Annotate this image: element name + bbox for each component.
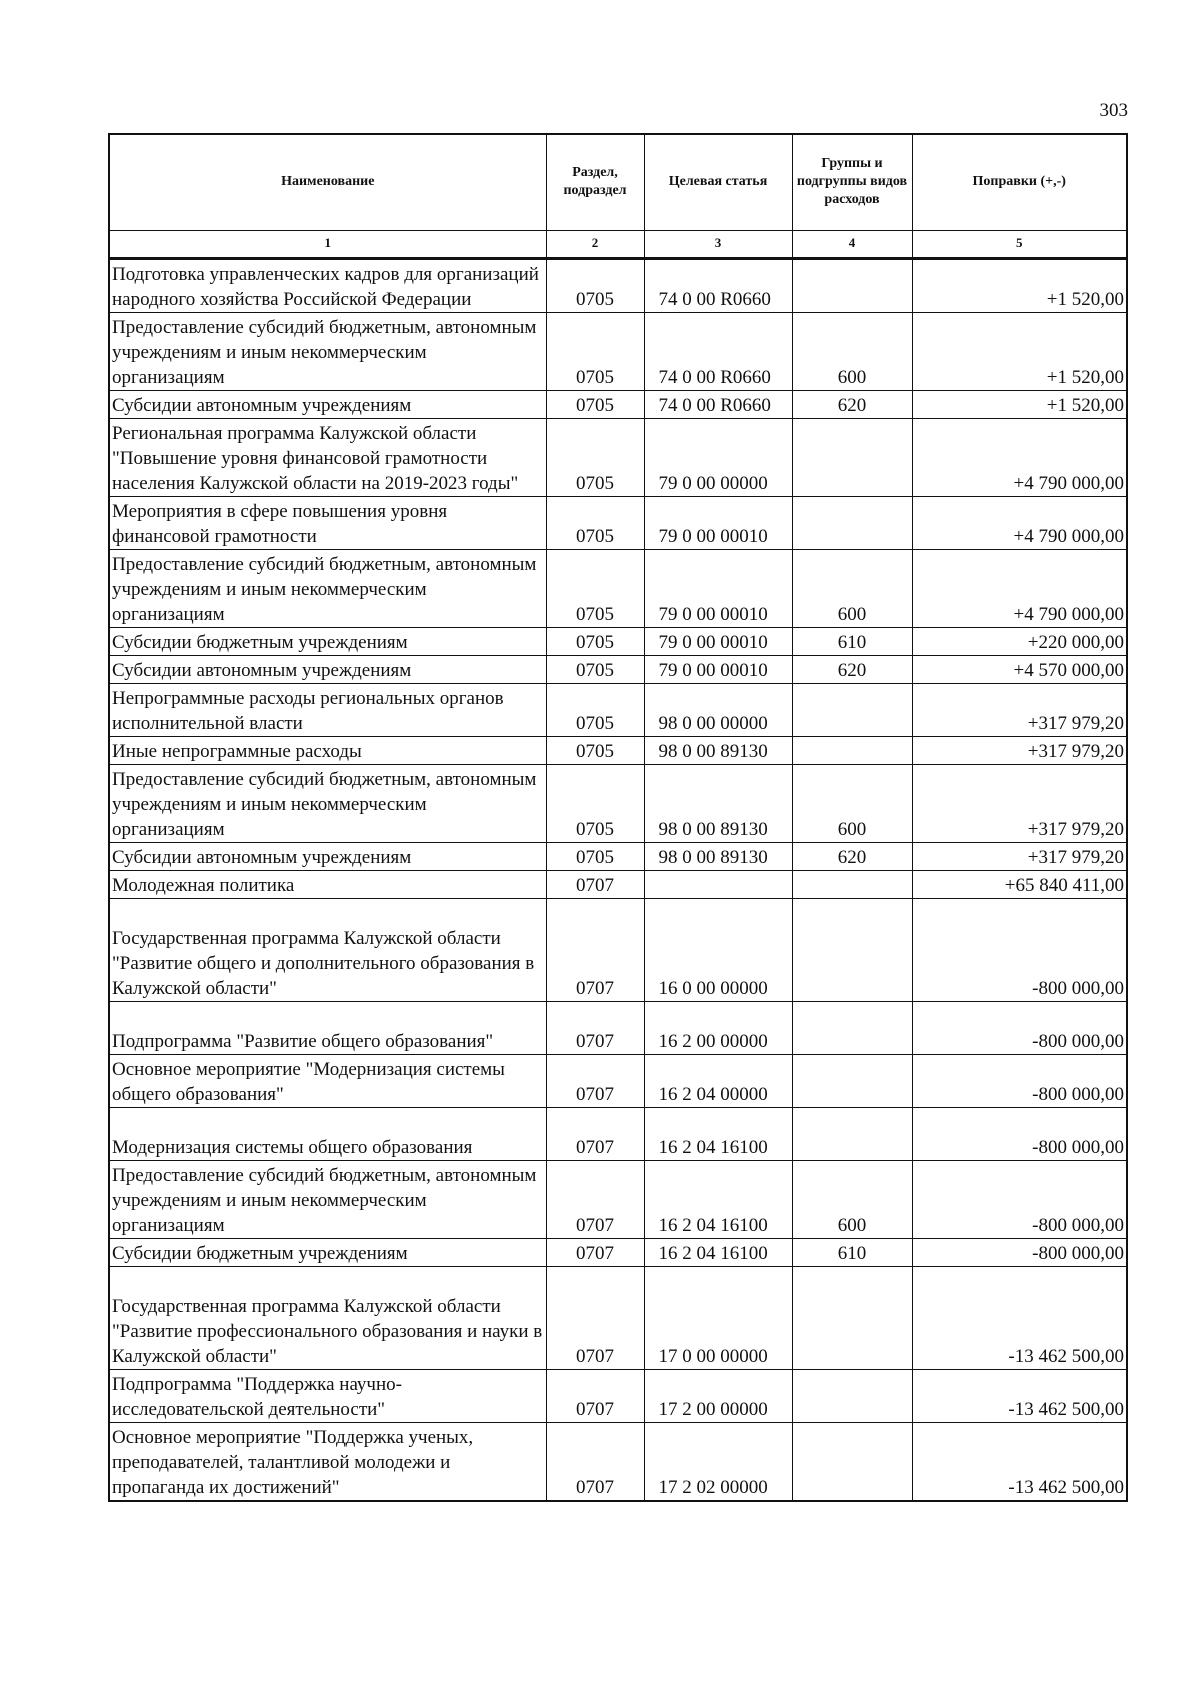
row-name: Субсидии бюджетным учреждениям (109, 1238, 546, 1266)
row-name: Молодежная политика (109, 870, 546, 898)
table-row (109, 1054, 1127, 1107)
row-target-article: 74 0 00 R0660 (644, 312, 792, 390)
row-section: 0705 (546, 312, 644, 390)
row-name: Непрограммные расходы региональных органов исполнительной власти (109, 683, 546, 736)
table-row (109, 764, 1127, 842)
row-target-article: 79 0 00 00010 (644, 549, 792, 627)
row-amendment: +4 790 000,00 (912, 418, 1127, 496)
row-section: 0705 (546, 549, 644, 627)
table-row (109, 1369, 1127, 1422)
row-amendment: +1 520,00 (912, 258, 1127, 312)
row-target-article: 79 0 00 00010 (644, 655, 792, 683)
row-amendment: -13 462 500,00 (912, 1369, 1127, 1422)
row-section: 0705 (546, 390, 644, 418)
table-row (109, 655, 1127, 683)
row-expense-group (792, 1001, 912, 1054)
row-section: 0705 (546, 496, 644, 549)
row-name: Региональная программа Калужской области "Повышение уровня финансовой грамотности населения Калужской области на 2019-2023 годы" (109, 418, 546, 496)
row-amendment: -13 462 500,00 (912, 1422, 1127, 1501)
row-section: 0707 (546, 1001, 644, 1054)
table-row (109, 842, 1127, 870)
row-section: 0707 (546, 1266, 644, 1369)
row-target-article: 79 0 00 00010 (644, 627, 792, 655)
row-amendment: -13 462 500,00 (912, 1266, 1127, 1369)
row-name-text: Модернизация системы общего образования (112, 1136, 473, 1158)
row-section: 0705 (546, 764, 644, 842)
row-name: Предоставление субсидий бюджетным, автономным учреждениям и иным некоммерческим организациям (109, 549, 546, 627)
row-expense-group: 610 (792, 1238, 912, 1266)
header-number-row (109, 230, 1127, 258)
row-target-article: 79 0 00 00010 (644, 496, 792, 549)
row-amendment: +317 979,20 (912, 842, 1127, 870)
row-name: Субсидии бюджетным учреждениям (109, 627, 546, 655)
row-name: Субсидии автономным учреждениям (109, 390, 546, 418)
row-expense-group (792, 870, 912, 898)
row-target-article: 16 2 00 00000 (644, 1001, 792, 1054)
row-target-article: 16 2 04 00000 (644, 1054, 792, 1107)
row-target-article: 74 0 00 R0660 (644, 390, 792, 418)
row-target-article: 16 2 04 16100 (644, 1238, 792, 1266)
table-row (109, 1001, 1127, 1054)
row-target-article: 16 0 00 00000 (644, 898, 792, 1001)
row-target-article: 98 0 00 89130 (644, 736, 792, 764)
row-target-article: 79 0 00 00000 (644, 418, 792, 496)
row-amendment: -800 000,00 (912, 1160, 1127, 1238)
row-expense-group: 600 (792, 1160, 912, 1238)
row-expense-group (792, 258, 912, 312)
row-expense-group (792, 1266, 912, 1369)
row-target-article: 17 2 00 00000 (644, 1369, 792, 1422)
table-row (109, 870, 1127, 898)
row-name: Иные непрограммные расходы (109, 736, 546, 764)
row-name (109, 1266, 546, 1369)
row-expense-group: 600 (792, 312, 912, 390)
header-num-2: 2 (546, 230, 644, 258)
row-target-article: 98 0 00 89130 (644, 764, 792, 842)
row-section: 0707 (546, 898, 644, 1001)
row-section: 0705 (546, 655, 644, 683)
row-name: Основное мероприятие "Модернизация системы общего образования" (109, 1054, 546, 1107)
row-name: Предоставление субсидий бюджетным, автономным учреждениям и иным некоммерческим организациям (109, 1160, 546, 1238)
row-name-text: Государственная программа Калужской области "Развитие профессионального образования и науки в Калужской области" (112, 1295, 543, 1367)
row-name: Субсидии автономным учреждениям (109, 842, 546, 870)
page-number: 303 (1099, 100, 1128, 121)
header-name: Наименование (109, 134, 546, 230)
row-name: Предоставление субсидий бюджетным, автономным учреждениям и иным некоммерческим организациям (109, 312, 546, 390)
row-expense-group (792, 736, 912, 764)
table-body (109, 258, 1127, 1501)
row-name: Предоставление субсидий бюджетным, автономным учреждениям и иным некоммерческим организациям (109, 764, 546, 842)
row-amendment: +220 000,00 (912, 627, 1127, 655)
header-num-1: 1 (109, 230, 546, 258)
row-expense-group: 600 (792, 549, 912, 627)
row-name: Мероприятия в сфере повышения уровня финансовой грамотности (109, 496, 546, 549)
row-name (109, 1001, 546, 1054)
row-section: 0707 (546, 1160, 644, 1238)
row-target-article: 16 2 04 16100 (644, 1107, 792, 1160)
table-row (109, 1422, 1127, 1501)
row-expense-group (792, 1054, 912, 1107)
row-section: 0707 (546, 1422, 644, 1501)
row-section: 0707 (546, 1238, 644, 1266)
row-amendment: -800 000,00 (912, 1238, 1127, 1266)
row-target-article: 74 0 00 R0660 (644, 258, 792, 312)
row-section: 0707 (546, 1369, 644, 1422)
row-target-article (644, 870, 792, 898)
row-section: 0707 (546, 870, 644, 898)
row-target-article: 17 2 02 00000 (644, 1422, 792, 1501)
table-row (109, 496, 1127, 549)
row-section: 0705 (546, 842, 644, 870)
header-amendments: Поправки (+,-) (912, 134, 1127, 230)
table-row (109, 258, 1127, 312)
table-row (109, 627, 1127, 655)
row-name (109, 898, 546, 1001)
row-amendment: +4 570 000,00 (912, 655, 1127, 683)
row-section: 0705 (546, 258, 644, 312)
row-section: 0707 (546, 1054, 644, 1107)
table-row (109, 312, 1127, 390)
row-name: Субсидии автономным учреждениям (109, 655, 546, 683)
row-amendment: -800 000,00 (912, 1054, 1127, 1107)
row-amendment: -800 000,00 (912, 1107, 1127, 1160)
row-section: 0705 (546, 627, 644, 655)
header-section: Раздел, подраздел (546, 134, 644, 230)
row-expense-group (792, 1107, 912, 1160)
table-row (109, 1107, 1127, 1160)
row-target-article: 16 2 04 16100 (644, 1160, 792, 1238)
row-section: 0705 (546, 683, 644, 736)
row-name: Подпрограмма "Поддержка научно-исследовательской деятельности" (109, 1369, 546, 1422)
row-expense-group: 620 (792, 655, 912, 683)
header-row (109, 134, 1127, 230)
row-expense-group (792, 898, 912, 1001)
row-section: 0707 (546, 1107, 644, 1160)
row-amendment: +65 840 411,00 (912, 870, 1127, 898)
row-expense-group (792, 683, 912, 736)
table-row (109, 736, 1127, 764)
row-target-article: 98 0 00 00000 (644, 683, 792, 736)
row-name: Подготовка управленческих кадров для организаций народного хозяйства Российской Федерации (109, 258, 546, 312)
row-amendment: -800 000,00 (912, 1001, 1127, 1054)
row-section: 0705 (546, 418, 644, 496)
budget-amendments-table (108, 133, 1128, 1502)
row-expense-group (792, 418, 912, 496)
row-name (109, 1107, 546, 1160)
row-expense-group: 620 (792, 842, 912, 870)
row-amendment: +4 790 000,00 (912, 496, 1127, 549)
table-row (109, 418, 1127, 496)
row-expense-group (792, 496, 912, 549)
row-section: 0705 (546, 736, 644, 764)
table-row (109, 683, 1127, 736)
row-expense-group: 600 (792, 764, 912, 842)
header-expense-group: Группы и подгруппы видов расходов (792, 134, 912, 230)
header-num-4: 4 (792, 230, 912, 258)
row-expense-group (792, 1369, 912, 1422)
table-row (109, 390, 1127, 418)
row-name-text: Подпрограмма "Развитие общего образования" (112, 1030, 494, 1052)
row-amendment: +1 520,00 (912, 312, 1127, 390)
table-row (109, 1266, 1127, 1369)
header-target-article: Целевая статья (644, 134, 792, 230)
row-target-article: 17 0 00 00000 (644, 1266, 792, 1369)
table-row (109, 549, 1127, 627)
row-amendment: +317 979,20 (912, 736, 1127, 764)
table-row (109, 898, 1127, 1001)
row-amendment: +4 790 000,00 (912, 549, 1127, 627)
header-num-3: 3 (644, 230, 792, 258)
row-amendment: +317 979,20 (912, 683, 1127, 736)
table-row (109, 1160, 1127, 1238)
row-name-text: Государственная программа Калужской области "Развитие общего и дополнительного образования в Калужской области" (112, 927, 535, 999)
row-target-article: 98 0 00 89130 (644, 842, 792, 870)
row-expense-group: 610 (792, 627, 912, 655)
row-expense-group (792, 1422, 912, 1501)
row-expense-group: 620 (792, 390, 912, 418)
header-num-5: 5 (912, 230, 1127, 258)
table-row (109, 1238, 1127, 1266)
row-amendment: -800 000,00 (912, 898, 1127, 1001)
row-amendment: +317 979,20 (912, 764, 1127, 842)
row-amendment: +1 520,00 (912, 390, 1127, 418)
row-name: Основное мероприятие "Поддержка ученых, преподавателей, талантливой молодежи и пропаганда их достижений" (109, 1422, 546, 1501)
